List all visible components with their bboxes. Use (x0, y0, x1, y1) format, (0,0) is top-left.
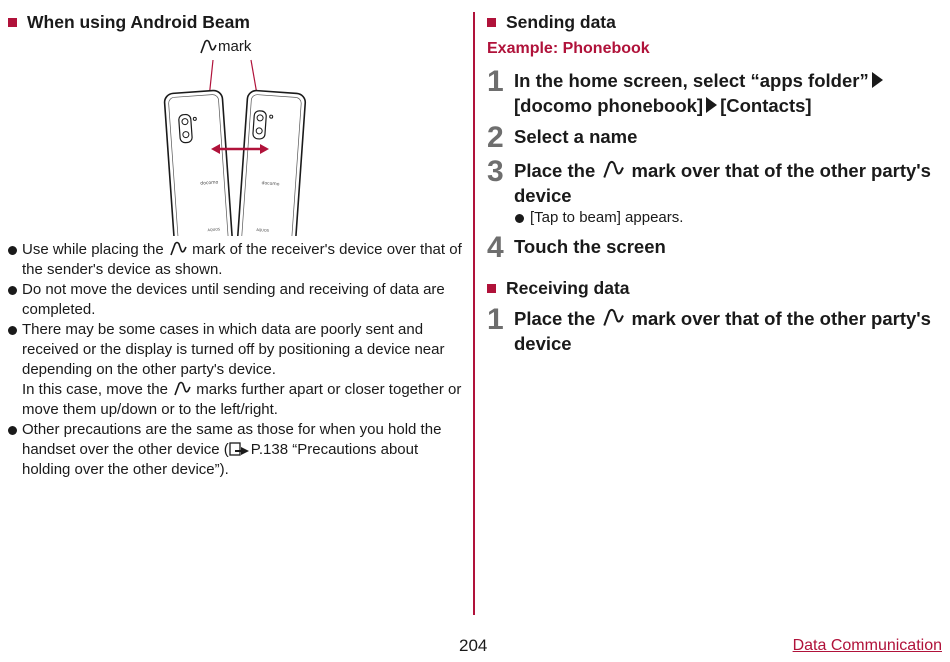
step-3-note: [Tap to beam] appears. (514, 208, 947, 228)
figure-mark-label: mark (198, 38, 251, 55)
nfc-mark-icon (168, 241, 188, 257)
list-item: Other precautions are the same as those for when you hold the handset over the other device ( P.138 “Precautions about holding over the other device”). (8, 420, 463, 480)
section-link[interactable]: Data Communication (792, 637, 942, 654)
section-heading-sending: Sending data (487, 10, 947, 34)
square-marker-icon (487, 284, 496, 293)
square-marker-icon (8, 18, 17, 27)
step-number: 1 (487, 65, 504, 98)
page-number: 204 (459, 636, 488, 655)
heading-text: When using Android Beam (27, 11, 250, 32)
section-heading-android-beam (8, 10, 463, 34)
phones-figure (8, 36, 463, 236)
nfc-mark-icon (172, 381, 192, 397)
step-3 (487, 155, 947, 208)
reference-icon (229, 441, 251, 457)
svg-text:AQUOS: AQUOS (207, 227, 221, 233)
triangle-arrow-icon (872, 72, 883, 88)
left-phone (164, 90, 234, 236)
receive-step-1 (487, 303, 947, 356)
list-item: Do not move the devices until sending and receiving of data are completed. (8, 280, 463, 320)
svg-text:AQUOS: AQUOS (256, 227, 270, 233)
right-column (487, 10, 947, 356)
nfc-mark-icon (600, 308, 626, 328)
step-1 (487, 65, 947, 118)
page-reference-link[interactable]: P.138 “Precautions about holding over the other device”). (22, 441, 419, 478)
left-column (8, 10, 463, 480)
step-2 (487, 121, 947, 154)
column-divider (473, 12, 475, 615)
right-phone (236, 90, 306, 236)
precaution-list (8, 240, 463, 480)
step-text: In the home screen, select “apps folder” [docomo phonebook] [Contacts] (514, 68, 886, 118)
square-marker-icon (487, 18, 496, 27)
step-4 (487, 231, 947, 264)
step-text: Touch the screen (514, 236, 666, 257)
step-number: 1 (487, 303, 504, 336)
step-text: Select a name (514, 126, 638, 147)
list-item: Use while placing the mark of the receiver's device over that of the sender's device as shown. (8, 240, 463, 280)
triangle-arrow-icon (706, 97, 717, 113)
svg-text:docomo: docomo (200, 180, 219, 187)
section-heading-receiving: Receiving data (487, 276, 947, 300)
step-number: 4 (487, 231, 504, 264)
step-text: Place the mark over that of the other party's device (514, 160, 931, 206)
step-number: 2 (487, 121, 504, 154)
list-item: There may be some cases in which data are poorly sent and received or the display is turned off by positioning a device near depending on the other party's device. In this case, move the marks further apart or closer together or move them up/down or to the left/right. (8, 320, 463, 420)
step-number: 3 (487, 155, 504, 188)
step-text: Place the mark over that of the other party's device (514, 308, 931, 354)
phones-illustration (8, 36, 463, 236)
svg-text:docomo: docomo (261, 181, 280, 188)
example-label: Example: Phonebook (487, 40, 650, 57)
nfc-mark-icon (600, 160, 626, 180)
